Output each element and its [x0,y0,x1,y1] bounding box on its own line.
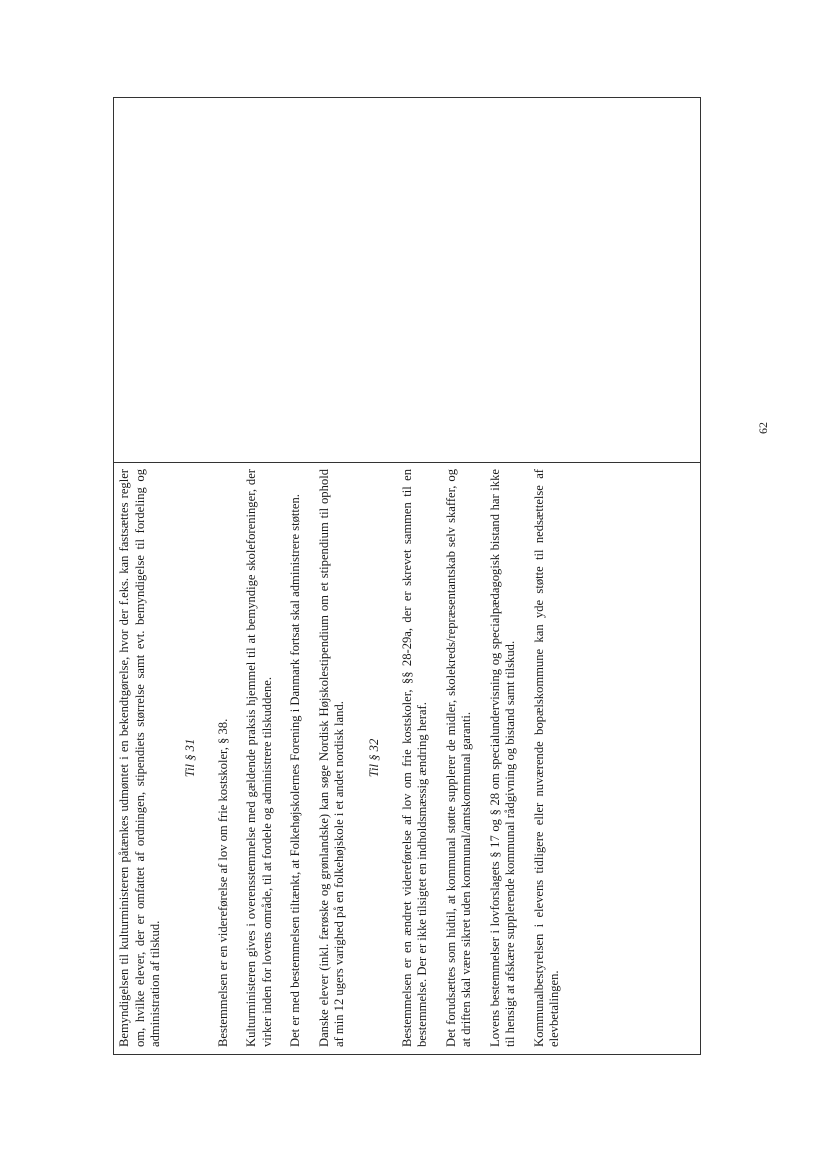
paragraph-kommunalbestyrelsen: Kommunalbestyrelsen i elevens tidligere eller nuværende bopælskommune kan yde støtte til nedsættelse af elevbetalingen. [531,469,561,1047]
paragraph-bemyndigelse: Bemyndigelsen til kulturministeren påtænkes udmøntet i en bekendtgørelse, hvor der f.eks. kan fastsættes regler om, hvilke elever, der er omfattet af ordningen, stipendiets størrelse samt evt. bemyndigelse til fordeling og administration af tilskud. [117,469,162,1047]
rotated-page-content [113,462,701,1055]
paragraph-folkehojskolernes-forening: Det er med bestemmelsen tiltænkt, at Folkehøjskolernes Forening i Danmark fortsat skal administrere støtten. [288,494,302,1047]
paragraph-aendret-videreforelse: Bestemmelsen er en ændret videreførelse af lov om frie kostskoler, §§ 28-29a, der er skrevet sammen til en bestemmelse. Der er ikke tilsigtet en indholdsmæssig ændring heraf. [399,469,429,1047]
paragraph-videreforelse-38: Bestemmelsen er en videreførelse af lov om frie kostskoler, § 38. [215,718,230,1047]
paragraph-kulturministeren: Kulturministeren gives i overensstemmelse med gældende praksis hjemmel til at bemyndige skoleforeninger, der virker inden for lovens område, til at fordele og administrere tilskuddene. [244,469,274,1047]
paragraph-danske-elever: Danske elever (inkl. færøske og grønlandske) kan søge Nordisk Højskolestipendium om et stipendium til ophold af min 12 ugers varighed på en folkehøjskole i et andet nordisk land. [316,469,346,1047]
heading-til-paragraf-31: Til § 31 [182,738,197,778]
heading-til-paragraf-32: Til § 32 [366,738,381,778]
page-number: 62 [756,422,770,434]
paragraph-kommunal-stotte: Det forudsættes som hidtil, at kommunal støtte supplerer de midler, skolekreds/repræsentantskab selv skaffer, og at driften skal være sikret uden kommunal/amtskommunal garanti. [443,469,473,1047]
left-table-cell [117,469,576,1047]
paragraph-lovens-bestemmelser: Lovens bestemmelser i lovforslagets § 17 og § 28 om specialundervisning og specialpædagogisk bistand har ikke til hensigt at afskære supplerende kommunal rådgivning og bistand samt tilskud. [487,469,517,1047]
